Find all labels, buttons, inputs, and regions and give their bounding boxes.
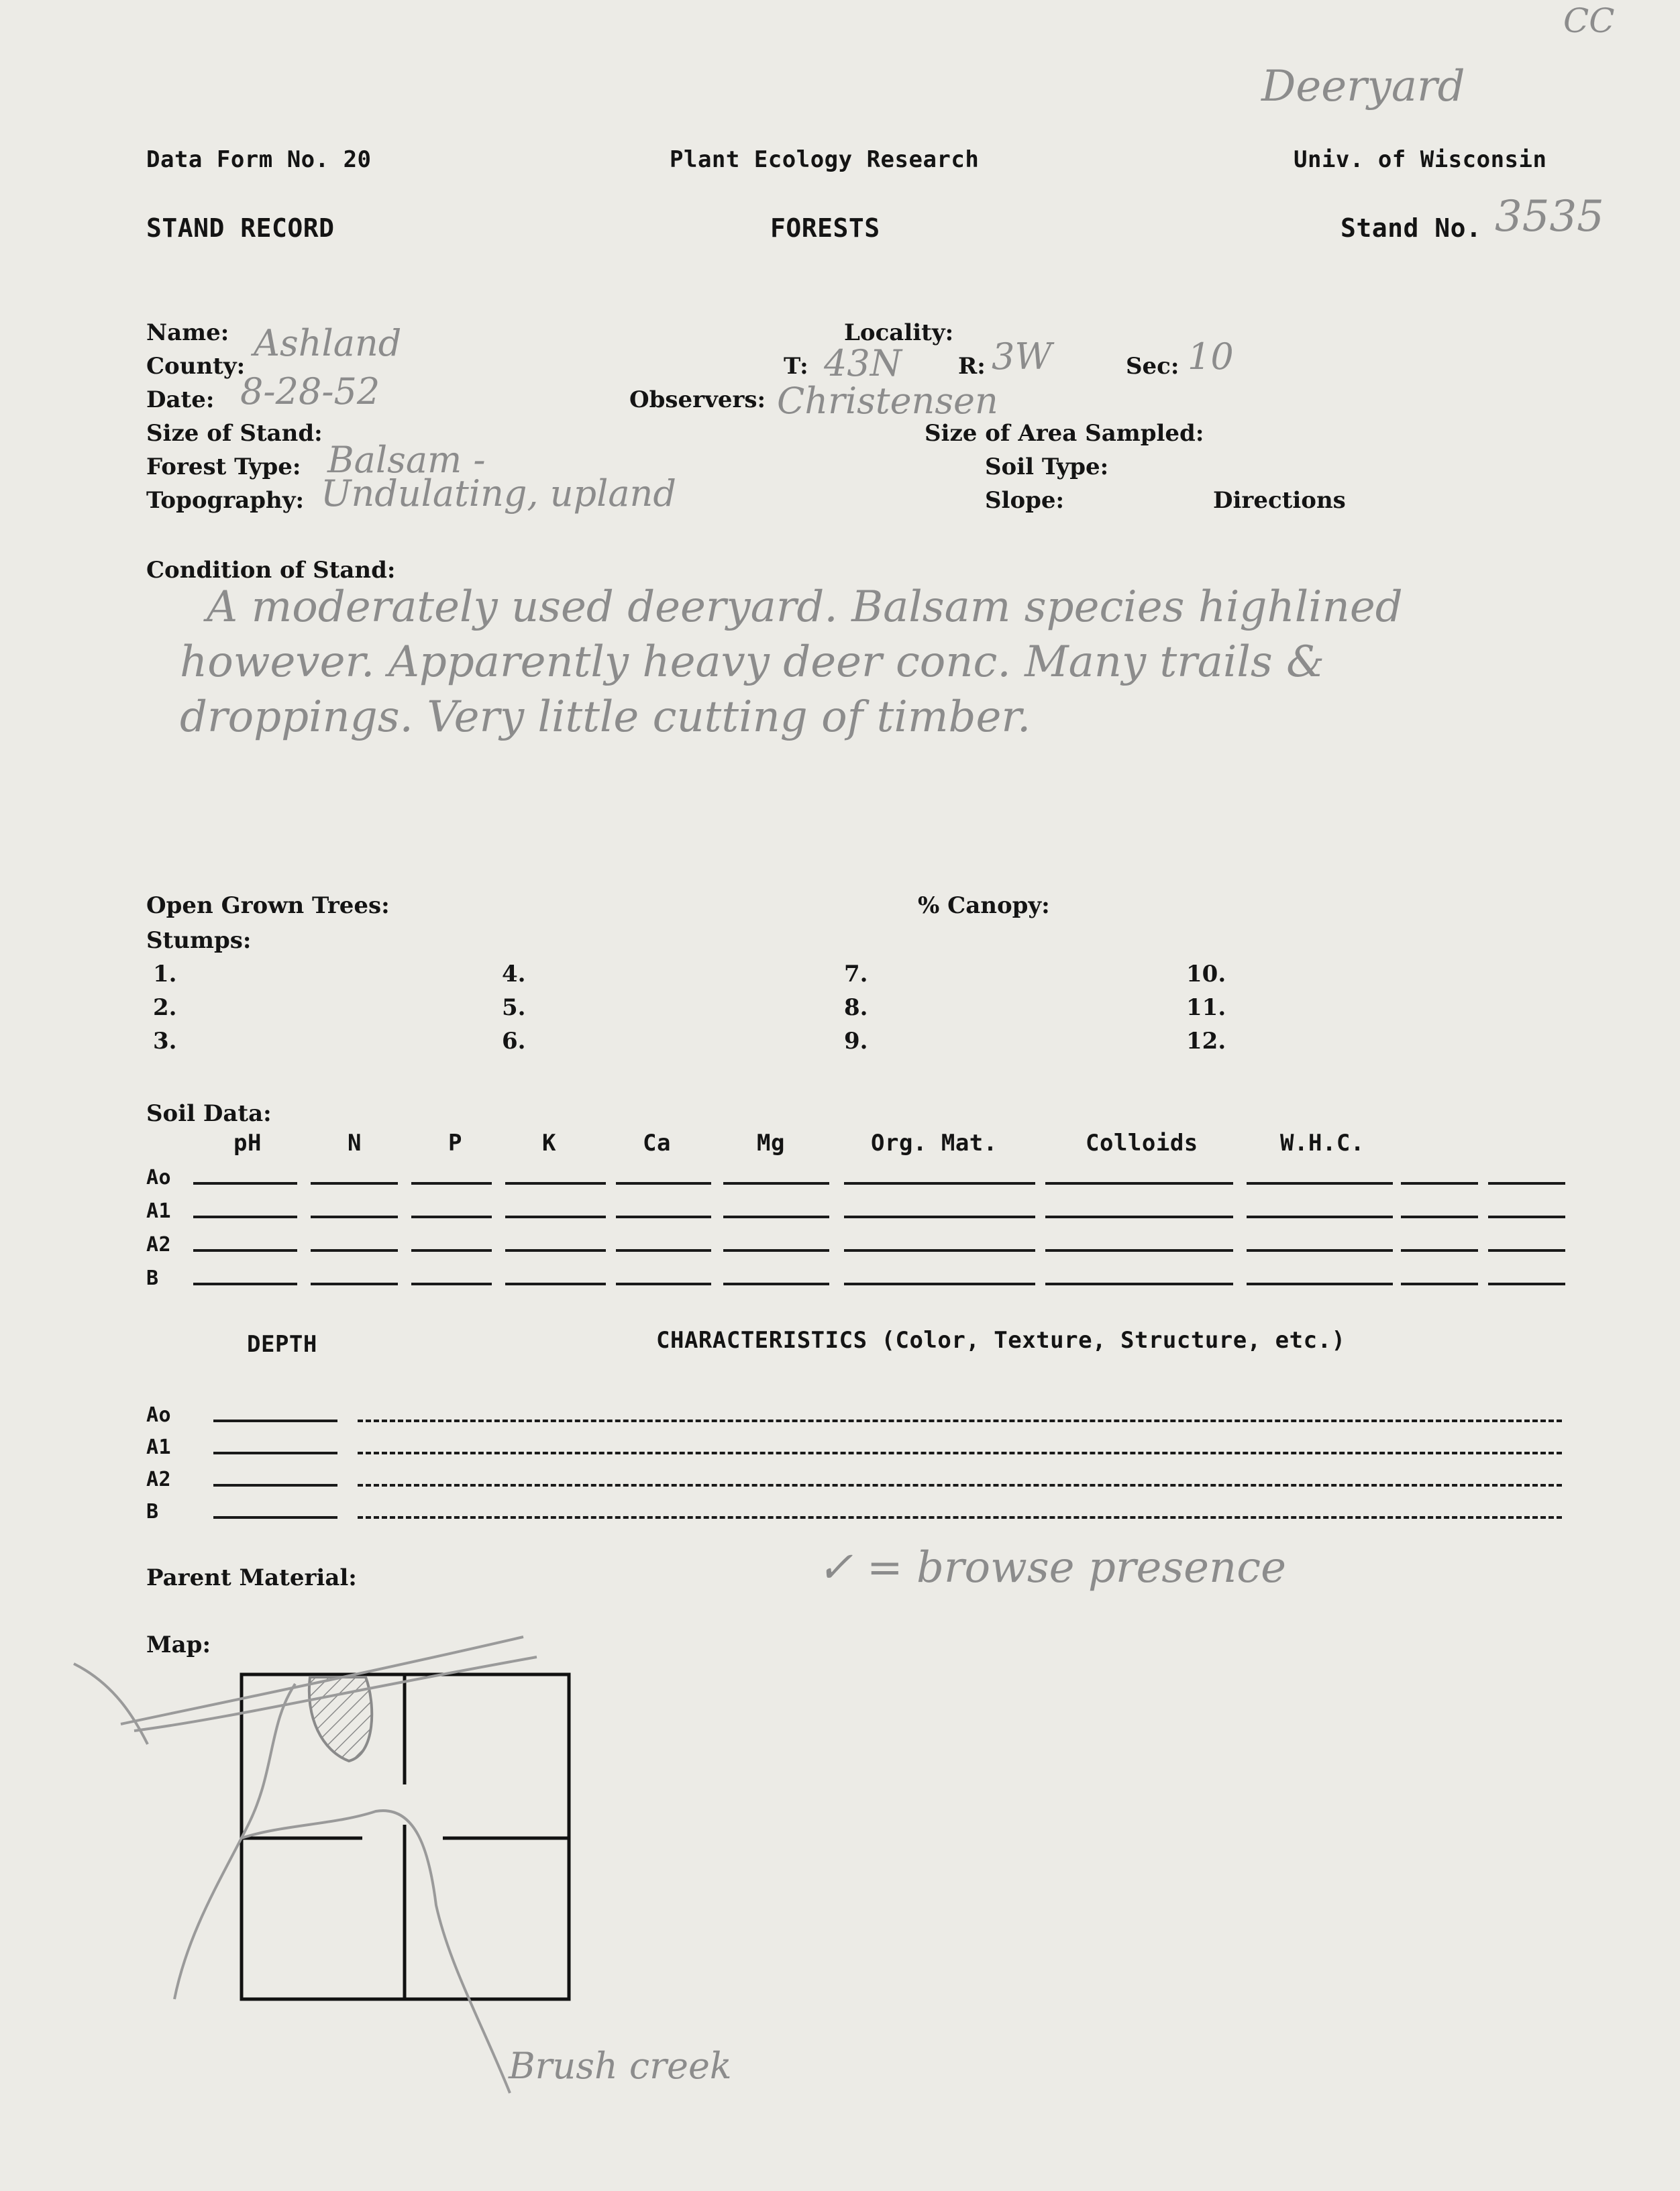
creek-line	[242, 1811, 510, 2093]
stand-number: 3535	[1495, 192, 1604, 242]
parent-material-label: Parent Material:	[146, 1564, 357, 1591]
stump-number: 4.	[502, 961, 526, 987]
university: Univ. of Wisconsin	[1294, 146, 1547, 173]
stump-number: 7.	[844, 961, 868, 987]
soil-row-b: B	[146, 1267, 159, 1290]
characteristics-label: CHARACTERISTICS (Color, Texture, Structure, etc.)	[656, 1327, 1346, 1354]
condition-line-2: however. Apparently heavy deer conc. Many trails &	[180, 637, 1325, 687]
form-number: Data Form No. 20	[146, 146, 372, 173]
soil-column-p: P	[448, 1130, 462, 1157]
stump-number: 10.	[1186, 961, 1226, 987]
stump-number: 5.	[502, 994, 526, 1021]
depth-row-b: B	[146, 1500, 159, 1524]
category: FORESTS	[770, 213, 880, 243]
canopy-label: % Canopy:	[918, 892, 1050, 919]
stump-number: 12.	[1186, 1028, 1226, 1055]
top-note-deeryard: Deeryard	[1261, 62, 1465, 111]
soil-data-label: Soil Data:	[146, 1100, 272, 1127]
map-label: Map:	[146, 1632, 211, 1658]
map-note-creek: Brush creek	[509, 2045, 732, 2087]
soil-row-ao: Ao	[146, 1166, 172, 1189]
soil-row-a1: A1	[146, 1199, 172, 1223]
depth-row-a2: A2	[146, 1468, 172, 1491]
depth-row-ao: Ao	[146, 1403, 172, 1427]
condition-line-1: A moderately used deeryard. Balsam species highlined	[207, 582, 1403, 632]
date-value: 8-28-52	[240, 370, 380, 413]
condition-label: Condition of Stand:	[146, 557, 396, 584]
depth-label: DEPTH	[247, 1331, 317, 1358]
soil-column-colloids: Colloids	[1086, 1130, 1198, 1157]
depth-row-a1: A1	[146, 1436, 172, 1459]
township-label: T:	[784, 353, 808, 380]
slope-label: Slope:	[985, 487, 1065, 514]
topography-label: Topography:	[146, 487, 305, 514]
section-value: 10	[1188, 335, 1234, 378]
stumps-label: Stumps:	[146, 927, 252, 954]
stump-number: 3.	[153, 1028, 177, 1055]
county-label: County:	[146, 353, 246, 380]
directions-label: Directions	[1213, 487, 1346, 514]
size-of-stand-label: Size of Stand:	[146, 420, 323, 447]
soil-row-a2: A2	[146, 1233, 172, 1257]
browse-note: ✓ = browse presence	[817, 1543, 1286, 1593]
stump-number: 8.	[844, 994, 868, 1021]
forest-type-value: Balsam -	[327, 439, 486, 481]
condition-line-3: droppings. Very little cutting of timber.	[180, 692, 1031, 742]
size-of-area-label: Size of Area Sampled:	[925, 420, 1204, 447]
observers-value: Christensen	[777, 380, 998, 422]
stump-number: 1.	[153, 961, 177, 987]
forest-type-label: Forest Type:	[146, 453, 301, 480]
topography-value: Undulating, upland	[321, 472, 676, 515]
soil-column-k: K	[542, 1130, 556, 1157]
soil-column-ca: Ca	[643, 1130, 671, 1157]
name-label: Name:	[146, 319, 229, 346]
record-type: STAND RECORD	[146, 213, 335, 243]
organization: Plant Ecology Research	[670, 146, 980, 173]
soil-column-mg: Mg	[757, 1130, 785, 1157]
soil-column-org-mat: Org. Mat.	[871, 1130, 998, 1157]
date-label: Date:	[146, 386, 215, 413]
township-value: 43N	[824, 342, 902, 384]
soil-column-ph: pH	[233, 1130, 262, 1157]
stand-label: Stand No.	[1341, 213, 1482, 243]
soil-type-label: Soil Type:	[985, 453, 1109, 480]
stump-number: 11.	[1186, 994, 1226, 1021]
stump-number: 9.	[844, 1028, 868, 1055]
soil-column-whc: W.H.C.	[1280, 1130, 1365, 1157]
locality-label: Locality:	[844, 319, 954, 346]
corner-mark: CC	[1563, 1, 1615, 40]
soil-column-n: N	[348, 1130, 362, 1157]
observers-label: Observers:	[629, 386, 766, 413]
stump-number: 6.	[502, 1028, 526, 1055]
county-value: Ashland	[254, 322, 402, 364]
open-grown-trees-label: Open Grown Trees:	[146, 892, 390, 919]
range-value: 3W	[992, 335, 1052, 378]
stump-number: 2.	[153, 994, 177, 1021]
section-label: Sec:	[1126, 353, 1179, 380]
range-label: R:	[958, 353, 986, 380]
